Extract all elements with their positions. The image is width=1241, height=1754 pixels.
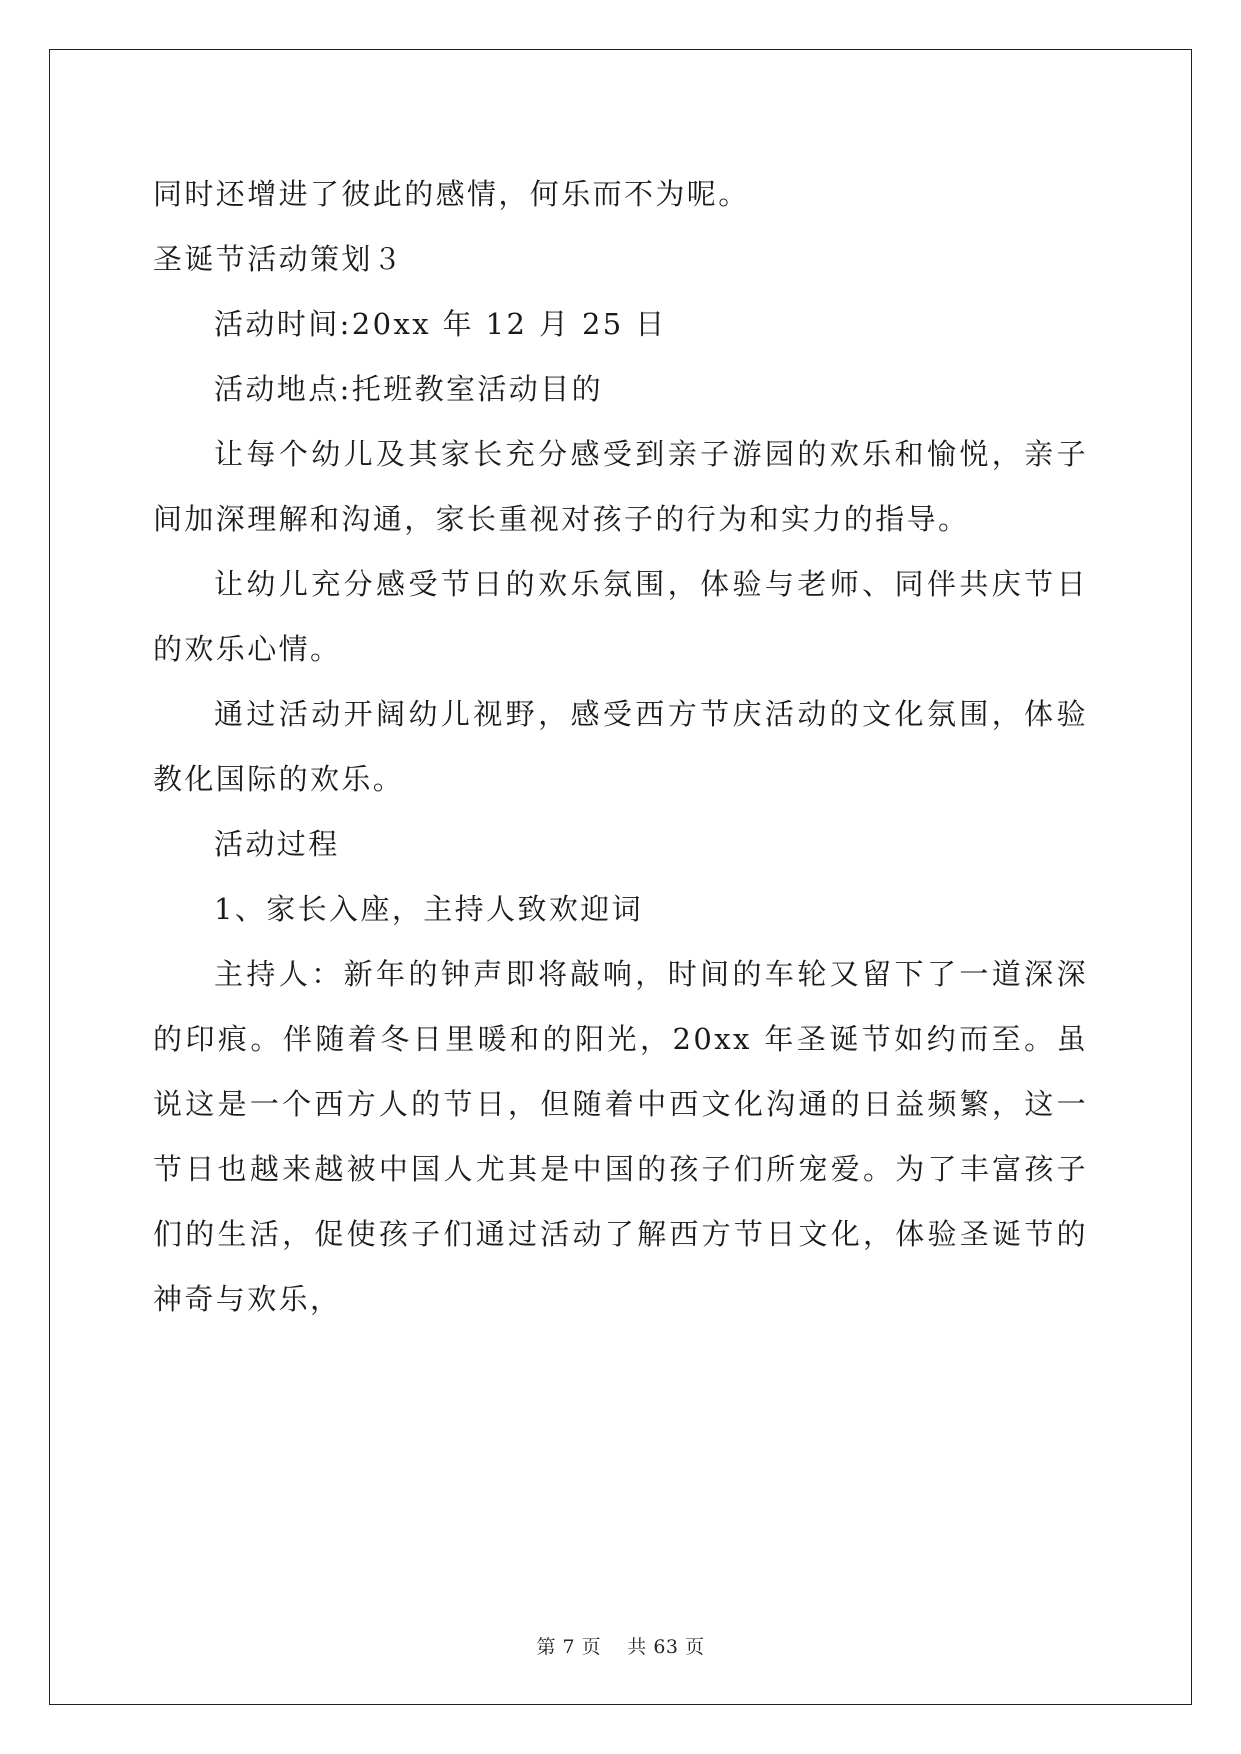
page-footer	[0, 1632, 1241, 1659]
paragraph-1: 同时还增进了彼此的感情，何乐而不为呢。	[153, 177, 750, 211]
section-heading: 圣诞节活动策划３	[153, 242, 405, 276]
page-number: 第 7 页	[536, 1636, 602, 1658]
page-total: 共 63 页	[627, 1636, 705, 1658]
paragraph-goal-3: 通过活动开阔幼儿视野，感受西方节庆活动的文化氛围，体验教化国际的欢乐。	[153, 697, 1088, 796]
paragraph-process-heading: 活动过程	[214, 827, 340, 861]
document-body	[153, 162, 1088, 1332]
paragraph-activity-location: 活动地点:托班教室活动目的	[214, 372, 603, 406]
paragraph-host-speech: 主持人：新年的钟声即将敲响，时间的车轮又留下了一道深深的印痕。伴随着冬日里暖和的阳光，20xx 年圣诞节如约而至。虽说这是一个西方人的节日，但随着中西文化沟通的日益频繁，这一节日也越来越被中国人尤其是中国的孩子们所宠爱。为了丰富孩子们的生活，促使孩子们通过活动了解西方节日文化，体验圣诞节的神奇与欢乐，	[153, 957, 1088, 1316]
paragraph-goal-1: 让每个幼儿及其家长充分感受到亲子游园的欢乐和愉悦，亲子间加深理解和沟通，家长重视对孩子的行为和实力的指导。	[153, 437, 1088, 536]
paragraph-step-1: 1、家长入座，主持人致欢迎词	[214, 892, 644, 926]
paragraph-activity-time: 活动时间:20xx 年 12 月 25 日	[214, 307, 667, 341]
paragraph-goal-2: 让幼儿充分感受节日的欢乐氛围，体验与老师、同伴共庆节日的欢乐心情。	[153, 567, 1088, 666]
